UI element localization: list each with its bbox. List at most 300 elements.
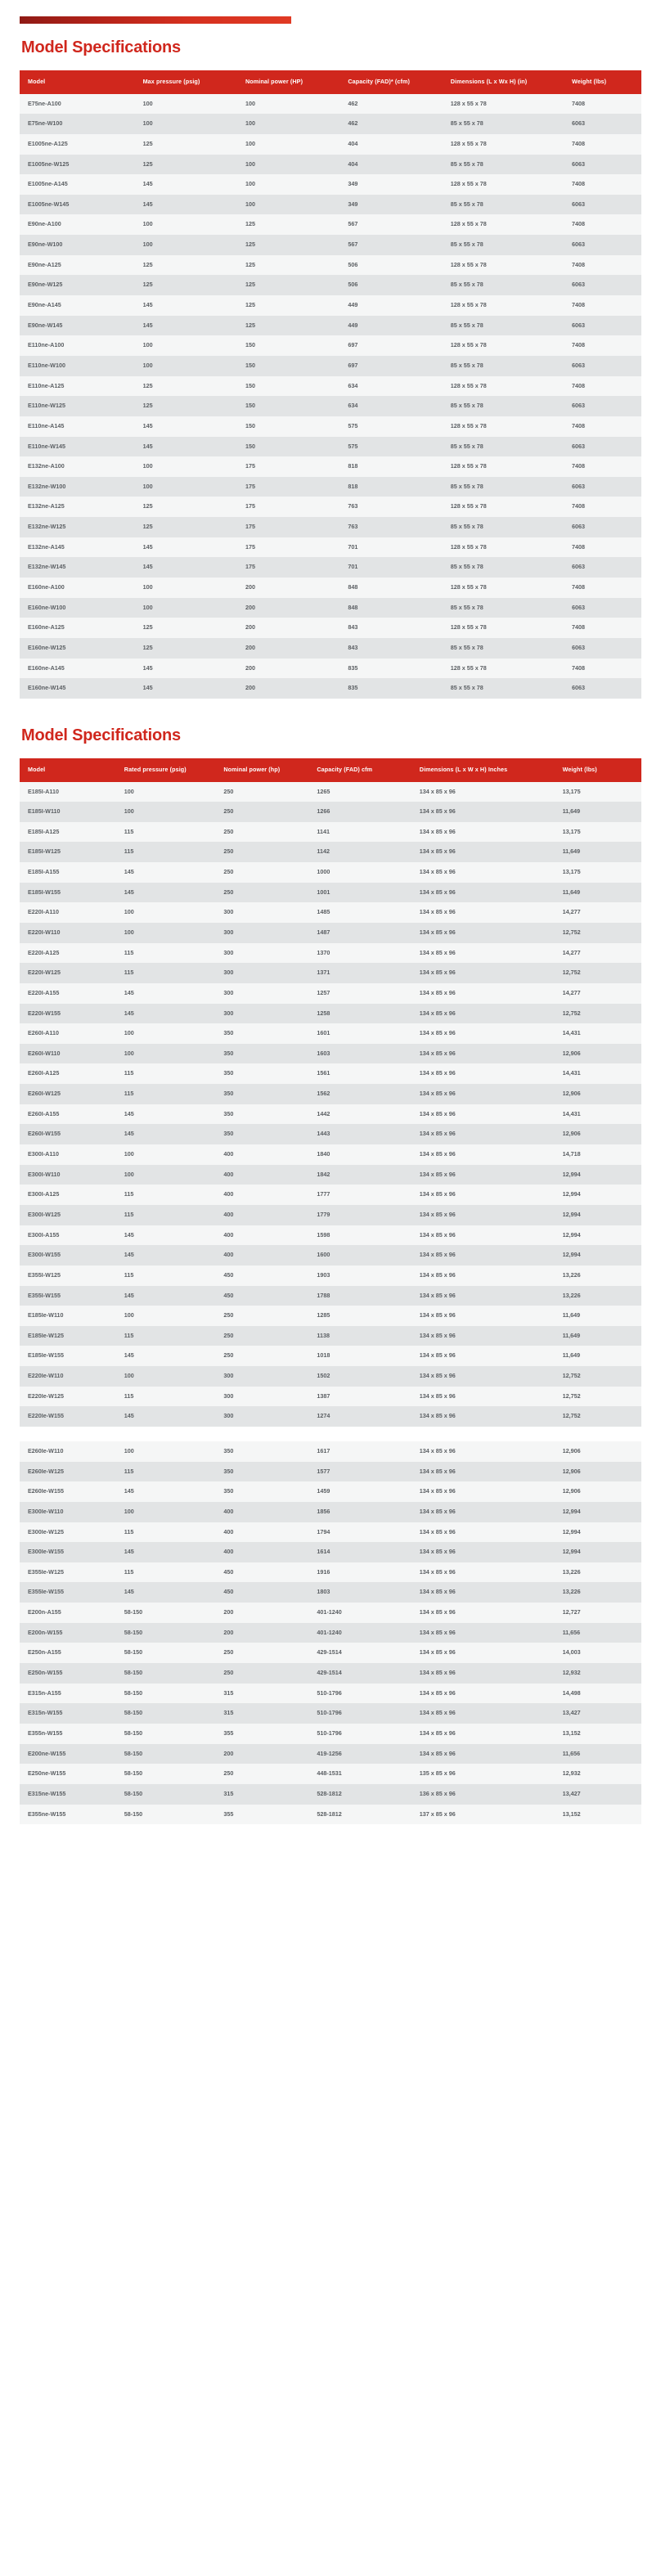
cell-model: E90ne-W100 [28,241,63,249]
table-row [20,963,641,983]
cell-pressure: 145 [124,888,134,896]
cell-model: E160ne-W145 [28,684,66,692]
cell-dimensions: 134 x 85 x 96 [419,1130,456,1138]
cell-weight: 14,277 [562,988,581,996]
cell-power: 200 [245,684,255,692]
column-header-capacity: Capacity (FAD) cfm [308,758,411,782]
cell-dimensions: 134 x 85 x 96 [419,847,456,856]
cell-power: 150 [245,421,255,429]
cell-capacity: 1779 [317,1210,330,1218]
cell-model: E185Ie-W110 [28,1311,64,1319]
table-row [20,862,641,883]
table-row [20,1542,641,1562]
cell-pressure: 58-150 [124,1709,143,1717]
cell-capacity: 835 [348,684,358,692]
cell-power: 125 [245,241,255,249]
cell-capacity: 449 [348,321,358,329]
cell-dimensions: 134 x 85 x 96 [419,1412,456,1420]
cell-model: E160ne-W100 [28,603,66,611]
cell-model: E75ne-W100 [28,119,63,128]
cell-capacity: 1442 [317,1109,330,1117]
cell-model: E90ne-W125 [28,281,63,289]
cell-dimensions: 134 x 85 x 96 [419,1487,456,1495]
cell-power: 300 [223,948,234,956]
cell-weight: 7408 [571,260,585,268]
cell-pressure: 115 [124,1391,134,1400]
cell-weight: 6063 [571,482,585,490]
table-row [20,1165,641,1185]
table-row [20,678,641,699]
cell-power: 250 [223,827,234,835]
cell-pressure: 58-150 [124,1749,143,1757]
cell-dimensions: 128 x 55 x 78 [450,381,487,389]
cell-pressure: 115 [124,969,134,977]
cell-power: 200 [245,603,255,611]
cell-weight: 12,906 [562,1467,581,1475]
cell-model: E90ne-A100 [28,220,61,228]
cell-power: 250 [223,1648,234,1657]
cell-power: 450 [223,1270,234,1279]
cell-capacity: 1459 [317,1487,330,1495]
table-row [20,195,641,215]
cell-weight: 12,994 [562,1527,581,1535]
cell-power: 300 [223,969,234,977]
cell-weight: 12,752 [562,1009,581,1017]
cell-model: E355I-W125 [28,1270,61,1279]
cell-power: 200 [245,663,255,672]
cell-power: 350 [223,1029,234,1037]
cell-dimensions: 85 x 55 x 78 [450,523,483,531]
cell-power: 350 [223,1069,234,1077]
cell-pressure: 100 [124,1507,134,1515]
cell-pressure: 145 [124,1109,134,1117]
cell-pressure: 100 [142,462,153,470]
cell-power: 250 [223,1331,234,1339]
cell-weight: 12,994 [562,1548,581,1556]
cell-model: E220I-W155 [28,1009,61,1017]
cell-power: 250 [223,1351,234,1360]
cell-weight: 7408 [571,663,585,672]
cell-model: E75ne-A100 [28,99,61,107]
cell-capacity: 462 [348,119,358,128]
cell-power: 450 [223,1567,234,1576]
cell-model: E300I-A125 [28,1190,60,1198]
table-row [20,1023,641,1044]
cell-power: 200 [223,1749,234,1757]
cell-pressure: 125 [142,260,153,268]
cell-pressure: 58-150 [124,1608,143,1616]
cell-power: 355 [223,1729,234,1737]
cell-model: E132ne-W100 [28,482,66,490]
cell-pressure: 145 [142,180,153,188]
table-row [20,255,641,276]
cell-weight: 12,994 [562,1210,581,1218]
cell-dimensions: 128 x 55 x 78 [450,542,487,551]
table-row [20,517,641,537]
cell-power: 300 [223,1009,234,1017]
cell-pressure: 145 [124,1351,134,1360]
cell-weight: 14,277 [562,908,581,916]
cell-model: E300Ie-W110 [28,1507,64,1515]
cell-weight: 6063 [571,321,585,329]
cell-capacity: 404 [348,139,358,147]
cell-model: E260Ie-W110 [28,1447,64,1454]
cell-power: 175 [245,482,255,490]
cell-power: 400 [223,1210,234,1218]
cell-weight: 11,649 [562,1311,581,1319]
cell-capacity: 510-1796 [317,1729,342,1737]
table-2-continued-body [20,1441,641,1824]
cell-pressure: 125 [142,281,153,289]
table-row [20,114,641,134]
cell-power: 175 [245,502,255,510]
table-1-body [20,94,641,699]
cell-dimensions: 134 x 85 x 96 [419,1150,456,1158]
cell-power: 125 [245,321,255,329]
table-row [20,1703,641,1724]
table-row [20,155,641,175]
cell-weight: 13,226 [562,1270,581,1279]
table-row [20,1643,641,1663]
cell-power: 125 [245,281,255,289]
cell-weight: 13,175 [562,787,581,795]
table-row [20,1144,641,1165]
cell-capacity: 1788 [317,1291,330,1299]
cell-pressure: 145 [142,663,153,672]
cell-dimensions: 128 x 55 x 78 [450,421,487,429]
table-row [20,578,641,598]
cell-dimensions: 134 x 85 x 96 [419,888,456,896]
cell-power: 250 [223,847,234,856]
cell-dimensions: 128 x 55 x 78 [450,502,487,510]
cell-pressure: 100 [124,1029,134,1037]
cell-capacity: 404 [348,160,358,168]
cell-model: E355Ie-W155 [28,1588,64,1596]
cell-dimensions: 128 x 55 x 78 [450,180,487,188]
cell-model: E90ne-W145 [28,321,63,329]
cell-pressure: 145 [124,1487,134,1495]
cell-power: 100 [245,160,255,168]
cell-weight: 12,906 [562,1487,581,1495]
table-row [20,537,641,558]
cell-model: E185Ie-W125 [28,1331,64,1339]
cell-dimensions: 134 x 85 x 96 [419,1608,456,1616]
cell-weight: 11,649 [562,847,581,856]
cell-power: 100 [245,180,255,188]
cell-dimensions: 128 x 55 x 78 [450,663,487,672]
table-row [20,214,641,235]
cell-weight: 14,431 [562,1109,581,1117]
cell-dimensions: 134 x 85 x 96 [419,1688,456,1697]
cell-pressure: 100 [142,99,153,107]
cell-dimensions: 134 x 85 x 96 [419,1049,456,1057]
cell-model: E260I-A155 [28,1109,60,1117]
cell-weight: 7408 [571,583,585,591]
cell-weight: 6063 [571,160,585,168]
cell-weight: 7408 [571,180,585,188]
cell-power: 175 [245,462,255,470]
cell-model: E185I-A110 [28,787,59,795]
cell-power: 300 [223,1372,234,1380]
cell-weight: 12,994 [562,1190,581,1198]
cell-pressure: 115 [124,1090,134,1098]
cell-weight: 6063 [571,281,585,289]
cell-dimensions: 128 x 55 x 78 [450,623,487,632]
cell-capacity: 528-1812 [317,1809,342,1818]
cell-power: 200 [245,623,255,632]
cell-dimensions: 128 x 55 x 78 [450,260,487,268]
table-row [20,1406,641,1427]
cell-capacity: 510-1796 [317,1688,342,1697]
cell-pressure: 115 [124,1270,134,1279]
cell-model: E110ne-A145 [28,421,65,429]
cell-weight: 6063 [571,119,585,128]
cell-capacity: 448-1531 [317,1769,342,1778]
cell-model: E300I-A155 [28,1230,60,1239]
cell-pressure: 125 [142,160,153,168]
cell-dimensions: 85 x 55 x 78 [450,321,483,329]
cell-capacity: 848 [348,603,358,611]
cell-weight: 13,175 [562,827,581,835]
cell-model: E185I-W125 [28,847,61,856]
cell-model: E315ne-W155 [28,1789,66,1797]
cell-model: E355n-W155 [28,1729,63,1737]
table-row [20,1306,641,1326]
cell-power: 200 [223,1608,234,1616]
cell-model: E315n-W155 [28,1709,63,1717]
cell-dimensions: 134 x 85 x 96 [419,908,456,916]
cell-power: 150 [245,341,255,349]
cell-capacity: 575 [348,421,358,429]
cell-pressure: 100 [142,482,153,490]
cell-pressure: 100 [142,241,153,249]
table-header-row [20,758,641,782]
table-row [20,782,641,802]
cell-pressure: 145 [124,1130,134,1138]
cell-weight: 13,152 [562,1809,581,1818]
table-row [20,1044,641,1064]
table-row [20,1724,641,1744]
cell-model: E220Ie-W155 [28,1412,64,1420]
cell-weight: 11,656 [562,1749,581,1757]
cell-dimensions: 128 x 55 x 78 [450,99,487,107]
cell-model: E220Ie-W110 [28,1372,64,1380]
cell-pressure: 125 [142,402,153,410]
cell-capacity: 1487 [317,928,330,936]
cell-dimensions: 134 x 85 x 96 [419,1467,456,1475]
cell-weight: 11,649 [562,888,581,896]
table-row [20,1245,641,1266]
cell-capacity: 818 [348,462,358,470]
table-row [20,295,641,316]
cell-dimensions: 85 x 55 x 78 [450,241,483,249]
cell-capacity: 1903 [317,1270,330,1279]
cell-dimensions: 134 x 85 x 96 [419,1507,456,1515]
cell-model: E220Ie-W125 [28,1391,64,1400]
cell-power: 400 [223,1507,234,1515]
cell-power: 350 [223,1090,234,1098]
cell-power: 450 [223,1588,234,1596]
table-row [20,1124,641,1144]
cell-capacity: 1603 [317,1049,330,1057]
cell-weight: 7408 [571,139,585,147]
cell-model: E110ne-A100 [28,341,65,349]
cell-weight: 14,277 [562,948,581,956]
cell-capacity: 349 [348,200,358,208]
table-split-gap [20,1427,641,1441]
cell-weight: 12,752 [562,928,581,936]
cell-pressure: 100 [142,341,153,349]
cell-dimensions: 134 x 85 x 96 [419,1372,456,1380]
cell-weight: 14,718 [562,1150,581,1158]
cell-power: 300 [223,908,234,916]
cell-capacity: 1842 [317,1170,330,1178]
cell-dimensions: 134 x 85 x 96 [419,1331,456,1339]
cell-pressure: 145 [124,1230,134,1239]
table-row [20,1185,641,1205]
cell-model: E220I-W110 [28,928,61,936]
cell-capacity: 349 [348,180,358,188]
cell-capacity: 1257 [317,988,330,996]
cell-dimensions: 134 x 85 x 96 [419,1729,456,1737]
cell-dimensions: 85 x 55 x 78 [450,442,483,450]
cell-model: E355I-W155 [28,1291,61,1299]
cell-power: 300 [223,928,234,936]
cell-power: 300 [223,1391,234,1400]
cell-model: E260I-A125 [28,1069,60,1077]
cell-weight: 11,649 [562,1331,581,1339]
cell-power: 400 [223,1190,234,1198]
table-row [20,356,641,376]
cell-capacity: 1916 [317,1567,330,1576]
column-header-weight: Weight (lbs) [564,70,641,94]
table-row [20,497,641,517]
cell-model: E200n-W155 [28,1628,63,1636]
cell-pressure: 100 [142,603,153,611]
cell-model: E132ne-A125 [28,502,65,510]
cell-model: E300Ie-W155 [28,1548,64,1556]
page-bottom-space [0,1824,661,1857]
cell-dimensions: 134 x 85 x 96 [419,928,456,936]
cell-capacity: 510-1796 [317,1709,342,1717]
cell-weight: 12,727 [562,1608,581,1616]
cell-weight: 14,003 [562,1648,581,1657]
cell-power: 350 [223,1130,234,1138]
cell-dimensions: 134 x 85 x 96 [419,1351,456,1360]
table-row [20,1805,641,1825]
cell-weight: 7408 [571,502,585,510]
cell-dimensions: 134 x 85 x 96 [419,1069,456,1077]
cell-model: E260I-W125 [28,1090,61,1098]
cell-capacity: 1777 [317,1190,330,1198]
cell-capacity: 1598 [317,1230,330,1239]
cell-dimensions: 134 x 85 x 96 [419,827,456,835]
table-row [20,1603,641,1623]
cell-pressure: 100 [124,908,134,916]
cell-capacity: 1600 [317,1251,330,1259]
cell-model: E1005ne-W125 [28,160,70,168]
cell-pressure: 145 [142,684,153,692]
cell-capacity: 634 [348,381,358,389]
table-row [20,842,641,862]
cell-pressure: 100 [142,583,153,591]
column-header-power: Nominal power (HP) [237,70,339,94]
cell-capacity: 697 [348,341,358,349]
cell-model: E200ne-W155 [28,1749,66,1757]
table-row [20,477,641,497]
column-header-pressure: Rated pressure (psig) [116,758,216,782]
cell-weight: 11,649 [562,1351,581,1360]
table-row [20,983,641,1004]
cell-dimensions: 134 x 85 x 96 [419,1391,456,1400]
cell-weight: 12,906 [562,1130,581,1138]
cell-weight: 7408 [571,99,585,107]
cell-weight: 12,994 [562,1507,581,1515]
cell-model: E110ne-W100 [28,361,65,369]
table-row [20,94,641,115]
cell-capacity: 1370 [317,948,330,956]
cell-model: E300I-W155 [28,1251,61,1259]
cell-capacity: 506 [348,260,358,268]
cell-dimensions: 134 x 85 x 96 [419,807,456,816]
table-row [20,598,641,618]
cell-pressure: 100 [124,1150,134,1158]
cell-dimensions: 85 x 55 x 78 [450,643,483,651]
cell-pressure: 115 [124,1210,134,1218]
cell-weight: 7408 [571,381,585,389]
cell-power: 250 [223,1311,234,1319]
cell-weight: 14,498 [562,1688,581,1697]
cell-pressure: 58-150 [124,1688,143,1697]
cell-capacity: 506 [348,281,358,289]
cell-weight: 13,152 [562,1729,581,1737]
cell-power: 150 [245,361,255,369]
cell-power: 300 [223,1412,234,1420]
cell-model: E200n-A155 [28,1608,61,1616]
table-row [20,376,641,397]
column-header-pressure: Max pressure (psig) [135,70,237,94]
cell-capacity: 843 [348,623,358,632]
cell-capacity: 1371 [317,969,330,977]
table-row [20,802,641,822]
cell-capacity: 1803 [317,1588,330,1596]
cell-dimensions: 128 x 55 x 78 [450,220,487,228]
table-row [20,822,641,843]
cell-capacity: 701 [348,542,358,551]
table-row [20,659,641,679]
cell-power: 100 [245,119,255,128]
cell-power: 175 [245,542,255,551]
cell-power: 350 [223,1447,234,1454]
cell-weight: 6063 [571,241,585,249]
cell-capacity: 1258 [317,1009,330,1017]
cell-pressure: 100 [124,1311,134,1319]
cell-dimensions: 128 x 55 x 78 [450,341,487,349]
cell-model: E220I-A155 [28,988,60,996]
cell-power: 125 [245,220,255,228]
cell-dimensions: 134 x 85 x 96 [419,1527,456,1535]
table-row [20,1764,641,1784]
table-row [20,1366,641,1387]
table-row [20,1084,641,1104]
cell-pressure: 145 [124,1291,134,1299]
cell-power: 450 [223,1291,234,1299]
cell-dimensions: 134 x 85 x 96 [419,787,456,795]
cell-model: E110ne-W145 [28,442,65,450]
cell-weight: 6063 [571,563,585,571]
cell-model: E300I-A110 [28,1150,59,1158]
cell-weight: 12,906 [562,1049,581,1057]
